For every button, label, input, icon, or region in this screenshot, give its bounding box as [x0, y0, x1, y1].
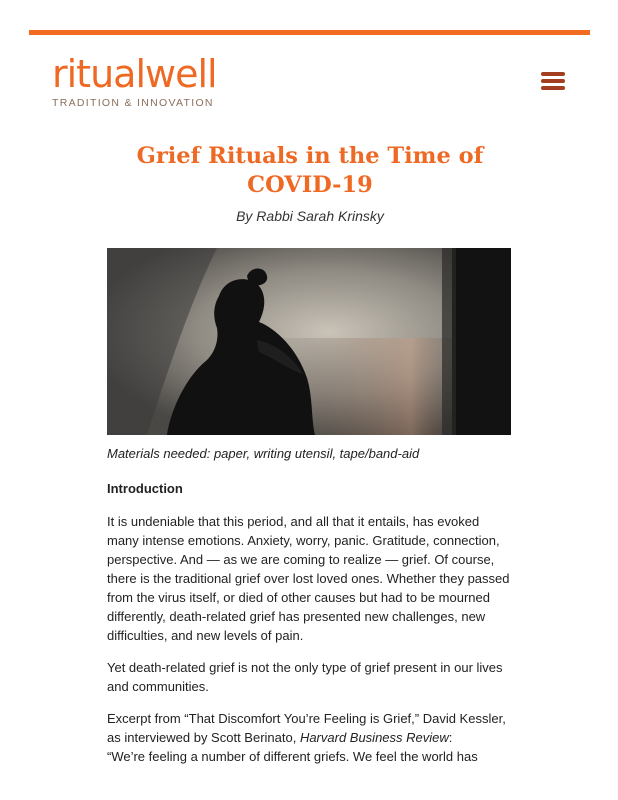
article-title: Grief Rituals in the Time of COVID-19: [136, 143, 484, 198]
hamburger-menu-icon[interactable]: [541, 72, 565, 92]
publication-name: Harvard Business Review: [299, 730, 449, 745]
site-logo[interactable]: [52, 52, 217, 109]
excerpt-intro: Excerpt from “That Discomfort You’re Feeling is Grief,” David Kessler, as interviewed by Scott Berinato,: [107, 711, 506, 745]
menu-bar-line: [541, 72, 565, 76]
excerpt-colon: :: [448, 730, 453, 745]
logo-wordmark: ritualwell: [52, 52, 217, 96]
article-body: [107, 479, 512, 779]
body-paragraph: Yet death-related grief is not the only type of grief present in our lives and communities.: [107, 660, 503, 694]
menu-bar-line: [541, 86, 565, 90]
section-heading: Introduction: [107, 481, 183, 496]
excerpt-paragraph: [107, 709, 512, 766]
excerpt-quote: “We’re feeling a number of different griefs. We feel the world has: [107, 749, 478, 764]
body-paragraph: It is undeniable that this period, and all that it entails, has evoked many intense emotions. Anxiety, worry, panic. Gratitude, connection, perspective. And — as we are coming to realize — grief. Of course, there is the traditional grief over lost loved ones. Whether they passed from the virus itself, or died of other causes but had to be mourned differently, death-related grief has presented new challenges, new difficulties, and new levels of pain.: [107, 514, 510, 643]
logo-tagline: TRADITION & INNOVATION: [52, 97, 214, 109]
materials-needed: Materials needed: paper, writing utensil, tape/band-aid: [107, 446, 420, 461]
menu-bar-line: [541, 79, 565, 83]
article-byline: By Rabbi Sarah Krinsky: [236, 208, 384, 224]
woman-silhouette-photo: [107, 248, 511, 435]
top-accent-bar: [29, 30, 590, 35]
article-hero-image: [107, 248, 511, 435]
